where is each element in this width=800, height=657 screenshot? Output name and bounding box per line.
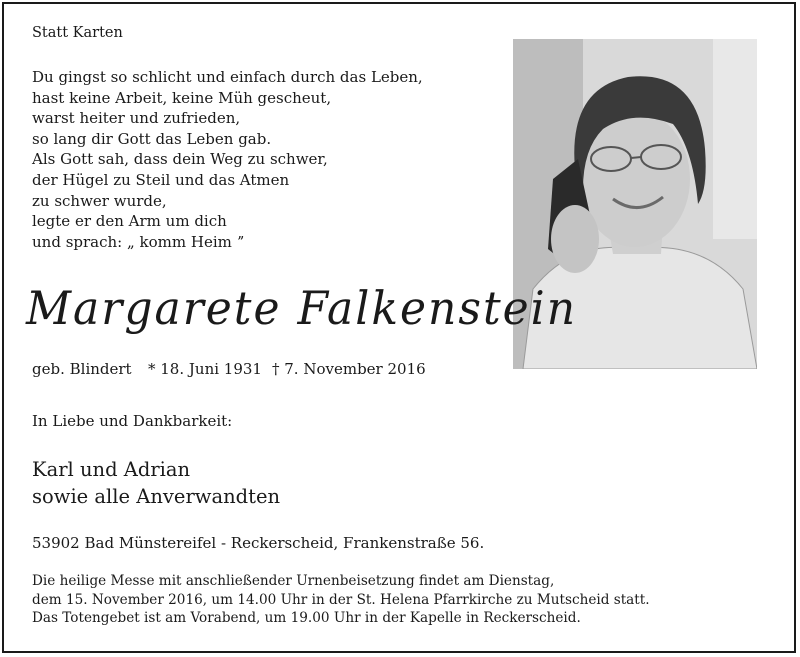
service-info-line: Das Totengebet ist am Vorabend, um 19.00 Uhr in der Kapelle in Reckerscheid. [32, 610, 581, 627]
poem-line: hast keine Arbeit, keine Müh gescheut, [32, 88, 332, 107]
intro-text: In Liebe und Dankbarkeit: [32, 412, 233, 430]
poem-line: zu schwer wurde, [32, 191, 167, 210]
birth-date: * 18. Juni 1931 [148, 360, 262, 378]
statt-karten-label: Statt Karten [32, 25, 123, 41]
obituary-card [2, 2, 796, 653]
death-date: † 7. November 2016 [272, 360, 426, 378]
birth-name: geb. Blindert [32, 360, 132, 378]
poem [32, 67, 423, 252]
service-info-line: Die heilige Messe mit anschließender Urnenbeisetzung findet am Dienstag, [32, 573, 555, 589]
service-info [32, 572, 650, 628]
poem-line: und sprach: „ komm Heim ˮ [32, 232, 244, 251]
poem-line: warst heiter und zufrieden, [32, 109, 241, 128]
mourner-line: sowie alle Anverwandten [32, 485, 281, 508]
poem-line: so lang dir Gott das Leben gab. [32, 129, 272, 148]
poem-line: Als Gott sah, dass dein Weg zu schwer, [32, 150, 328, 169]
poem-line: Du gingst so schlicht und einfach durch das Leben, [32, 68, 423, 86]
poem-line: der Hügel zu Steil und das Atmen [32, 170, 290, 189]
address: 53902 Bad Münstereifel - Reckerscheid, Frankenstraße 56. [32, 534, 485, 552]
mourners [32, 456, 280, 510]
service-info-line: dem 15. November 2016, um 14.00 Uhr in der St. Helena Pfarrkirche zu Mutscheid statt. [32, 591, 650, 608]
poem-line: legte er den Arm um dich [32, 212, 227, 231]
mourner-line: Karl und Adrian [32, 458, 191, 481]
deceased-name: Margarete Falkenstein [26, 282, 578, 336]
